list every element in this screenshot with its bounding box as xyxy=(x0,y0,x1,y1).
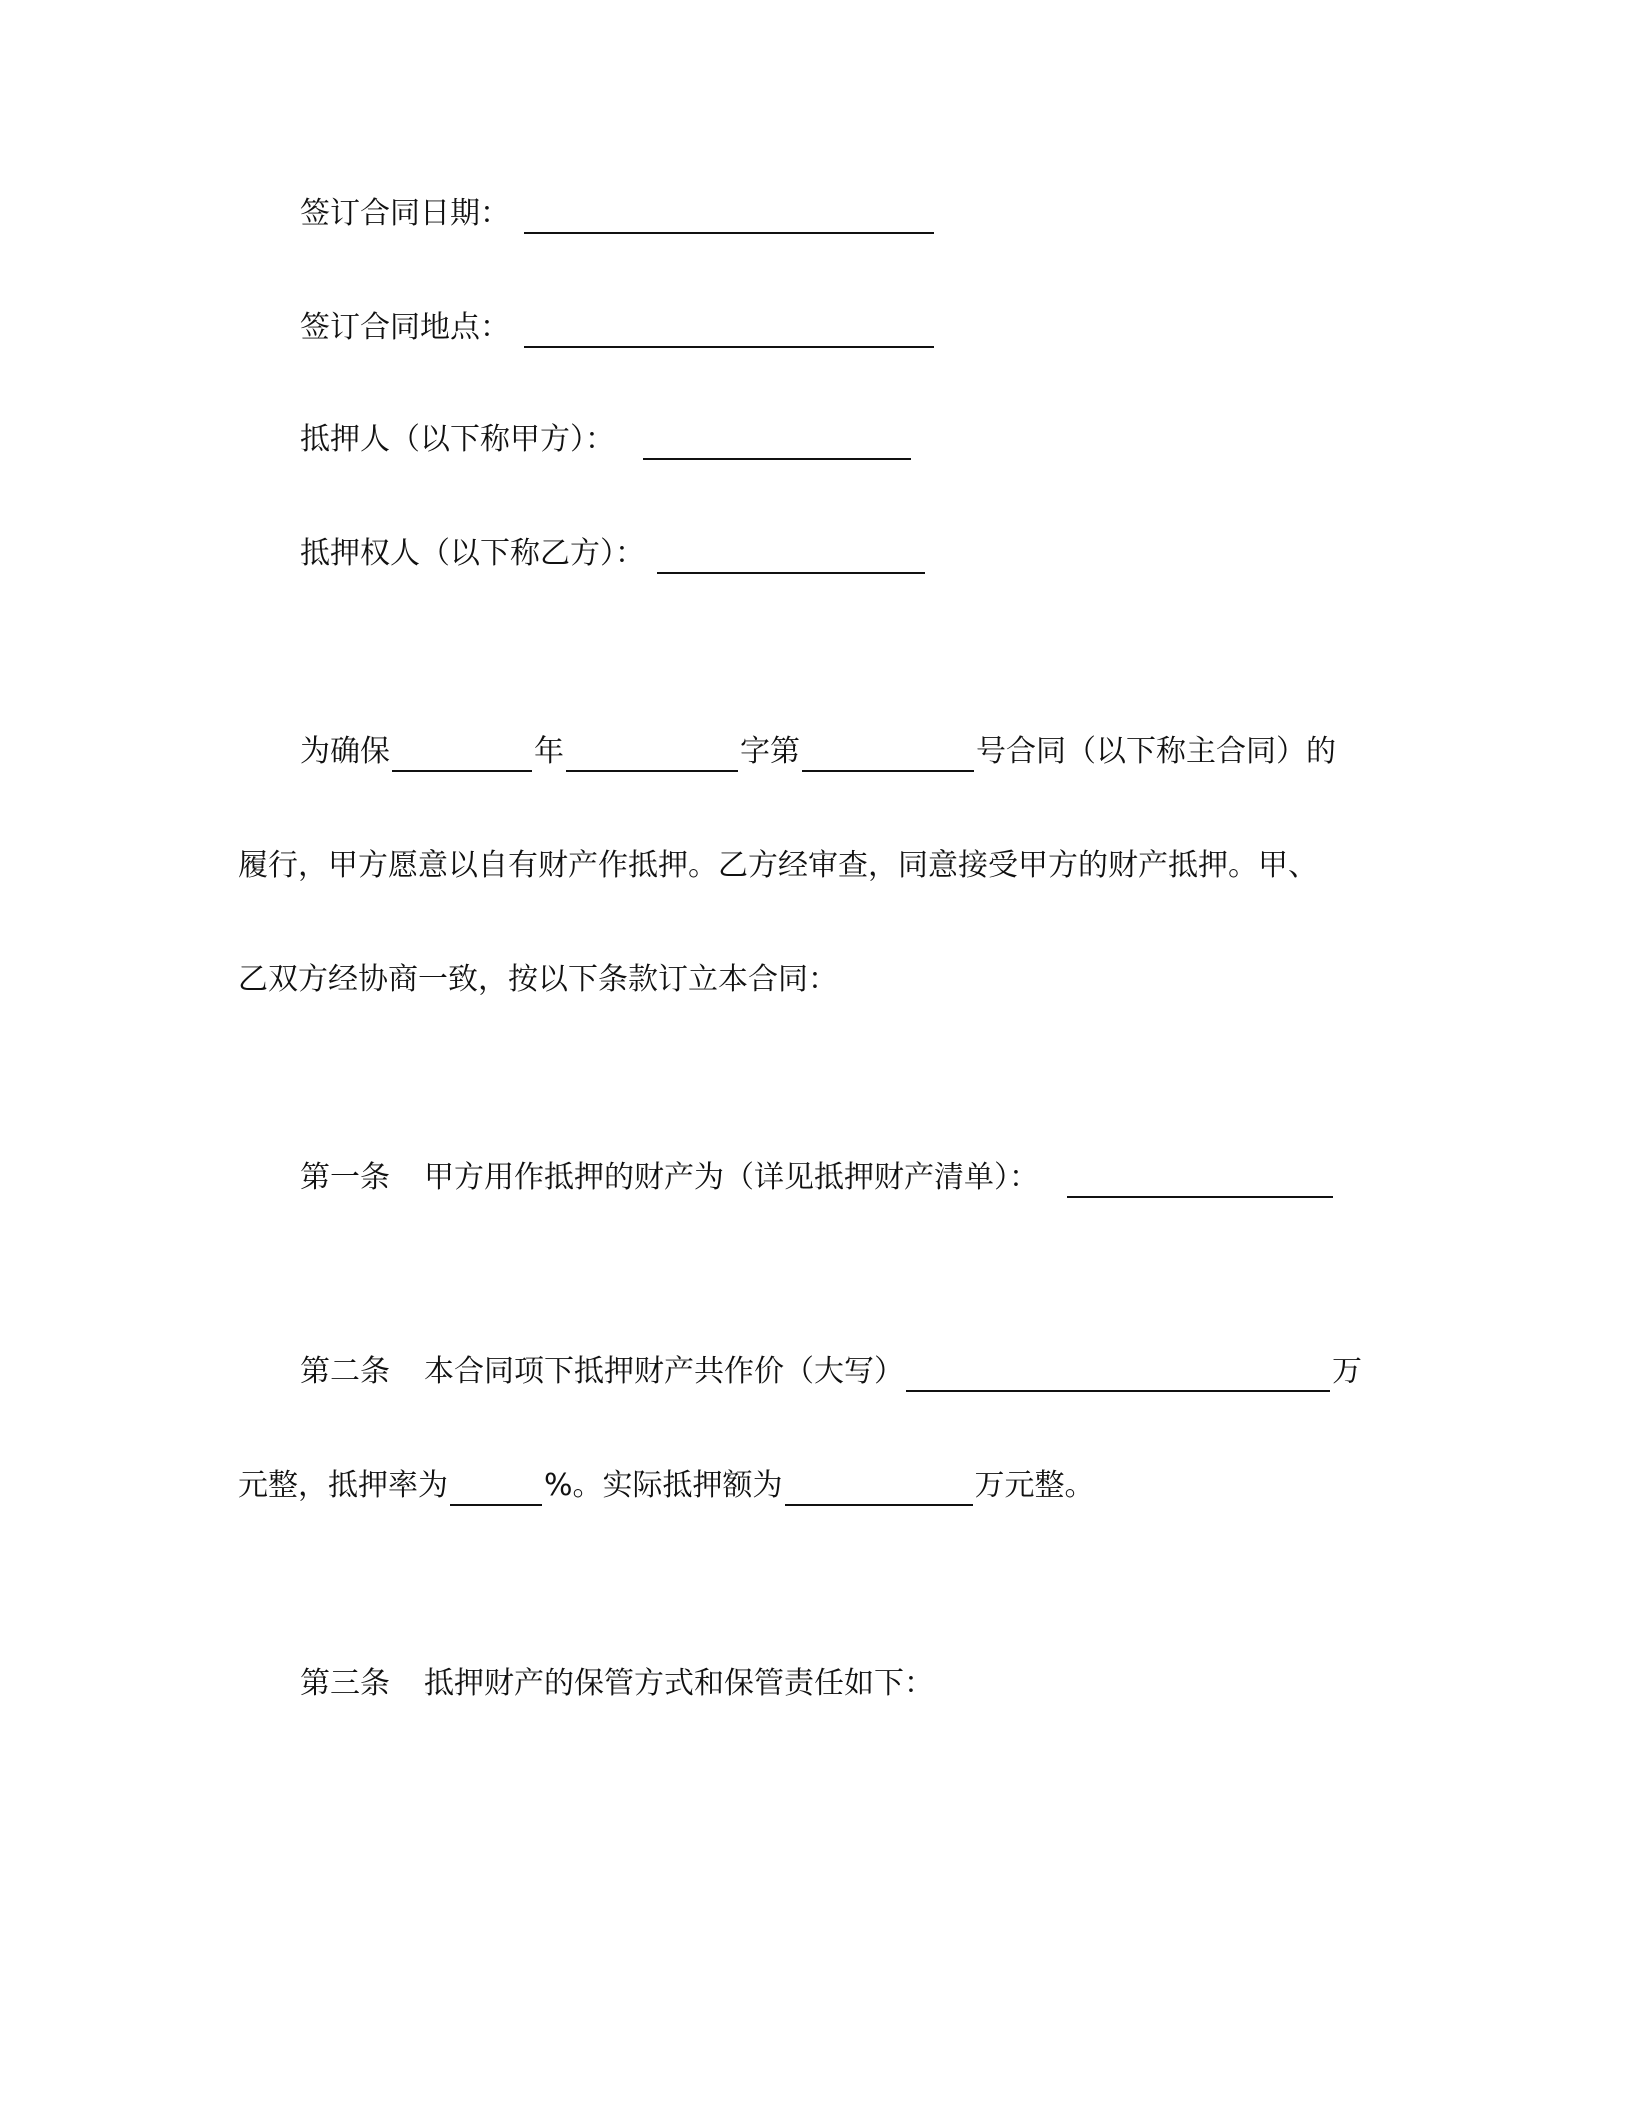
article-3-text: 抵押财产的保管方式和保管责任如下： xyxy=(424,1666,934,1701)
preamble-part-4: 号合同（以下称主合同）的 xyxy=(976,734,1336,769)
sign-date-row xyxy=(300,194,936,234)
preamble-part-1: 为确保 xyxy=(300,734,390,769)
number-blank[interactable] xyxy=(802,738,974,772)
mortgagee-row xyxy=(300,534,927,574)
sign-date-label: 签订合同日期： xyxy=(300,196,510,231)
article-2-text-1: 本合同项下抵押财产共作价（大写） xyxy=(424,1354,904,1389)
mortgagee-label: 抵押权人（以下称乙方）： xyxy=(300,536,645,571)
article-2-text-5: 万元整。 xyxy=(974,1468,1095,1503)
article-1-blank[interactable] xyxy=(1067,1164,1333,1198)
preamble-part-3: 字第 xyxy=(740,734,800,769)
valuation-blank[interactable] xyxy=(906,1358,1330,1392)
article-1 xyxy=(300,1158,1335,1198)
preamble-line-2 xyxy=(238,846,1318,886)
mortgagor-label: 抵押人（以下称甲方）： xyxy=(300,422,615,457)
preamble-line-3 xyxy=(238,960,838,1000)
article-3-number: 第三条 xyxy=(300,1666,390,1701)
article-3 xyxy=(300,1664,934,1704)
article-2-number: 第二条 xyxy=(300,1354,390,1389)
mortgagee-blank[interactable] xyxy=(657,540,925,574)
mortgagor-blank[interactable] xyxy=(643,426,911,460)
preamble-line-3-text: 乙双方经协商一致，按以下条款订立本合同： xyxy=(238,962,838,997)
article-1-number: 第一条 xyxy=(300,1160,390,1195)
article-1-text: 甲方用作抵押的财产为（详见抵押财产清单）： xyxy=(424,1160,1039,1195)
article-2-text-4: %。实际抵押额为 xyxy=(544,1468,783,1503)
sign-place-blank[interactable] xyxy=(524,314,934,348)
mortgagor-row xyxy=(300,420,913,460)
character-blank[interactable] xyxy=(566,738,738,772)
rate-blank[interactable] xyxy=(450,1472,542,1506)
article-2-line-1 xyxy=(300,1352,1362,1392)
sign-place-label: 签订合同地点： xyxy=(300,310,510,345)
sign-place-row xyxy=(300,308,936,348)
preamble-line-2-text: 履行，甲方愿意以自有财产作抵押。乙方经审查，同意接受甲方的财产抵押。甲、 xyxy=(238,848,1318,883)
article-2-text-2: 万 xyxy=(1332,1354,1362,1389)
amount-blank[interactable] xyxy=(785,1472,973,1506)
preamble-line-1 xyxy=(300,732,1336,772)
sign-date-blank[interactable] xyxy=(524,200,934,234)
preamble-part-2: 年 xyxy=(534,734,564,769)
year-blank[interactable] xyxy=(392,738,532,772)
article-2-line-2 xyxy=(238,1466,1095,1506)
article-2-text-3: 元整，抵押率为 xyxy=(238,1468,448,1503)
